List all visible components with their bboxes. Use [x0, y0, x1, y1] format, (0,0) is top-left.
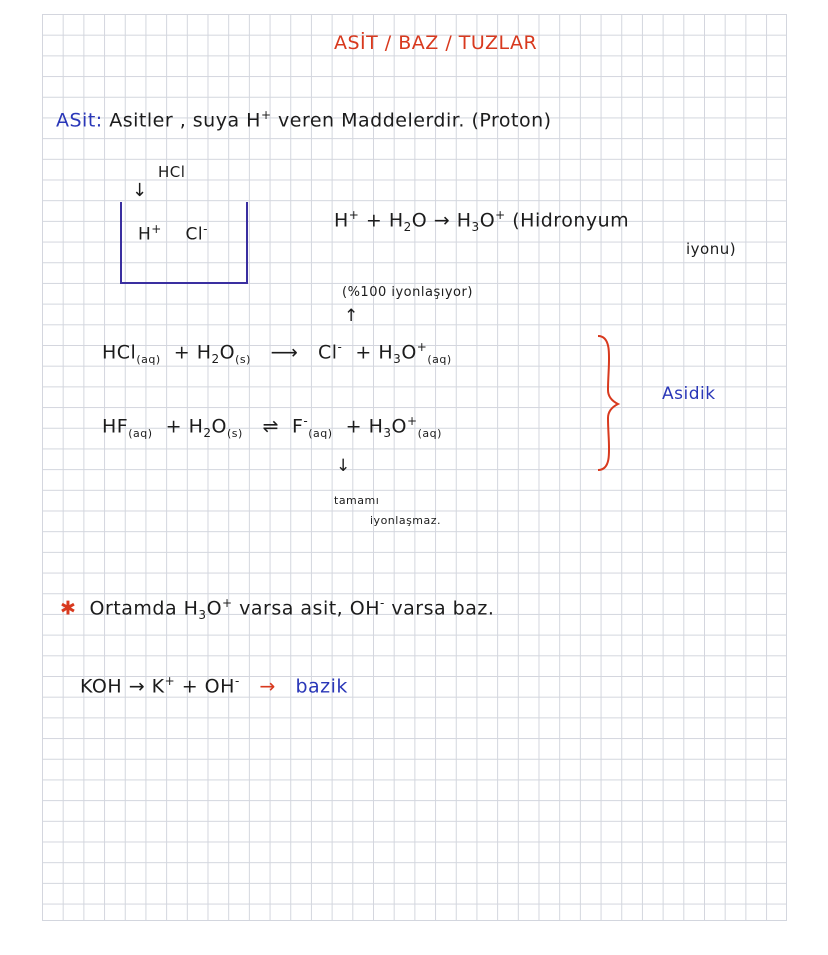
hyd-o-sup: +: [495, 208, 506, 222]
hf-o-sup: +: [407, 414, 418, 428]
partial-note-line1: tamamı: [334, 494, 380, 507]
hf-f-sup: -: [303, 414, 309, 428]
rule-line: [60, 596, 494, 622]
koh-k-sup: +: [164, 674, 176, 688]
hf-aq: (aq): [128, 427, 153, 441]
definition-text-after: veren Maddelerdir.: [271, 109, 465, 132]
hf-o: O: [211, 415, 227, 438]
rule-o-sup: +: [222, 596, 233, 610]
grid-paper: [42, 14, 787, 921]
hydronium-equation: [334, 208, 629, 234]
down-arrow-icon: ↓: [336, 456, 351, 476]
hcl-o2: O: [401, 341, 417, 364]
hf-plus-h: + H: [165, 415, 204, 438]
brace-icon: [592, 330, 622, 476]
koh-oh-sup: -: [234, 674, 240, 688]
rule-text1: Ortamda H: [89, 597, 199, 620]
definition-paren: (Proton): [471, 109, 552, 132]
ionization-note: (%100 iyonlaşıyor): [342, 285, 473, 300]
rule-text2: varsa asit, OH: [232, 597, 381, 620]
koh-equation: [80, 674, 348, 697]
hcl-arrow-icon: ⟶: [270, 341, 299, 364]
hf-sub3: 3: [383, 426, 392, 441]
hcl-sub3: 3: [393, 352, 402, 367]
page-title: ASİT / BAZ / TUZLAR: [334, 32, 538, 54]
hf-sub2: 2: [203, 426, 212, 441]
hyd-h: H: [334, 209, 349, 232]
up-arrow-icon: ↑: [344, 306, 359, 326]
hcl-o-sup: +: [416, 340, 428, 354]
hyd-sub3: 3: [471, 220, 480, 235]
hyd-o-arrow: O → H: [411, 209, 472, 232]
hyd-paren: (Hidronyum: [512, 209, 630, 232]
box-cl-sup: -: [203, 222, 208, 236]
hcl-s: (s): [235, 353, 251, 367]
hf-plus-h3: + H: [345, 415, 384, 438]
hyd-h-sup: +: [348, 208, 360, 222]
box-h-sup: +: [151, 222, 162, 236]
hf-equation: [102, 414, 442, 440]
hcl-o: O: [219, 341, 236, 364]
hyd-o: O: [479, 209, 496, 232]
hf-s: (s): [226, 427, 243, 441]
koh-result: bazik: [295, 675, 348, 698]
hyd-plus-h: + H: [359, 209, 404, 232]
hf-formula: HF: [102, 415, 129, 438]
hcl-plus-h3: + H: [355, 341, 394, 364]
hf-aq-f: (aq): [308, 427, 333, 441]
hcl-aq: (aq): [136, 353, 161, 367]
rule-sub3: 3: [198, 608, 207, 623]
box-ions: [138, 222, 208, 245]
box-cl: Cl: [185, 224, 204, 245]
rule-o: O: [206, 597, 223, 620]
box-hcl-label: HCl: [158, 163, 186, 181]
hcl-formula: HCl: [102, 341, 137, 364]
partial-note-line2: iyonlaşmaz.: [370, 514, 442, 527]
hyd-ion-label: iyonu): [686, 240, 737, 258]
hcl-plus-h: + H: [173, 341, 212, 364]
hcl-cl: Cl: [317, 341, 338, 364]
definition-label: ASit:: [56, 109, 103, 132]
star-icon: ✱: [60, 597, 77, 620]
definition-text: Asitler , suya H: [109, 109, 261, 132]
hf-aq2: (aq): [417, 427, 442, 441]
hf-o2: O: [391, 415, 407, 438]
box-down-arrow: ↓: [132, 180, 148, 201]
hyd-sub2: 2: [403, 220, 412, 235]
hcl-aq2: (aq): [427, 353, 452, 367]
hcl-sub2: 2: [211, 352, 220, 367]
hf-f: F: [291, 415, 304, 438]
hcl-equation: [102, 340, 452, 366]
rule-oh-sup: -: [380, 596, 385, 610]
hcl-cl-sup: -: [337, 340, 343, 354]
koh-formula: KOH → K: [80, 675, 165, 698]
acidic-label: Asidik: [662, 384, 716, 404]
box-h: H: [138, 224, 152, 245]
hf-equilibrium-icon: ⇌: [262, 415, 279, 438]
koh-plus-oh: + OH: [175, 675, 235, 698]
rule-text3: varsa baz.: [384, 597, 495, 620]
acid-definition: [56, 108, 552, 131]
h-plus-sup: +: [260, 108, 272, 122]
koh-arrow-icon: →: [259, 675, 276, 698]
